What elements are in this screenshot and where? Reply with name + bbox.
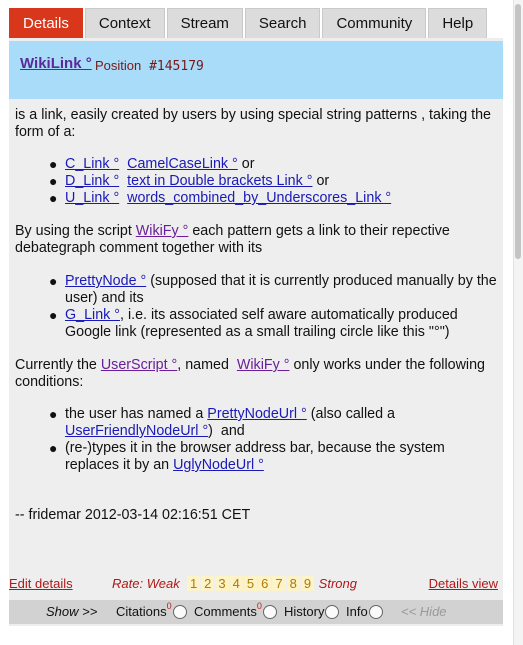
citations-toggle[interactable] bbox=[116, 600, 187, 624]
tab-details[interactable]: Details bbox=[9, 8, 83, 38]
rating-6[interactable]: 6 bbox=[258, 576, 271, 591]
tab-community[interactable]: Community bbox=[322, 8, 426, 38]
scrollbar-thumb[interactable] bbox=[515, 4, 521, 259]
hide-toggle[interactable]: << Hide bbox=[401, 604, 447, 619]
position-info bbox=[95, 58, 204, 74]
history-toggle[interactable] bbox=[284, 600, 339, 624]
history-label: History bbox=[284, 604, 325, 619]
double-brackets-link[interactable]: text in Double brackets Link ° bbox=[127, 173, 313, 189]
rating-bar bbox=[112, 576, 357, 591]
citations-radio[interactable] bbox=[173, 605, 187, 619]
position-label: Position bbox=[95, 58, 142, 73]
underscores-link[interactable]: words_combined_by_Underscores_Link ° bbox=[127, 190, 392, 206]
tab-bar bbox=[9, 8, 489, 38]
history-radio[interactable] bbox=[325, 605, 339, 619]
signature: -- fridemar 2012-03-14 02:16:51 CET bbox=[15, 507, 251, 523]
info-toggle[interactable] bbox=[346, 600, 383, 624]
wikify-link-2[interactable]: WikiFy ° bbox=[236, 357, 290, 373]
cond-text-2: only works under the following conditions: bbox=[15, 357, 485, 390]
bullet-icon: ● bbox=[49, 406, 58, 422]
script-text-2: each pattern gets a link to their repective debategraph comment together with its bbox=[15, 223, 450, 256]
camelcase-link[interactable]: CamelCaseLink ° bbox=[127, 156, 238, 172]
footer-links bbox=[9, 576, 503, 594]
list-item bbox=[15, 440, 497, 474]
userscript-link[interactable]: UserScript ° bbox=[100, 357, 178, 373]
prettynode-link[interactable]: PrettyNode ° bbox=[65, 273, 147, 289]
prettynode-text: (supposed that it is currently produced manually by the user) and its bbox=[65, 273, 497, 306]
list-item bbox=[15, 156, 497, 173]
cond1-post: ) and bbox=[208, 423, 245, 439]
rating-8[interactable]: 8 bbox=[287, 576, 300, 591]
prettynodeurl-link[interactable]: PrettyNodeUrl ° bbox=[207, 406, 307, 422]
cond2-text: (re-)types it in the browser address bar, because the system replaces it by an bbox=[65, 440, 445, 473]
scrollbar[interactable] bbox=[513, 0, 523, 645]
userfriendlynodeurl-link[interactable]: UserFriendlyNodeUrl ° bbox=[65, 423, 209, 439]
edit-details-link[interactable]: Edit details bbox=[9, 576, 73, 591]
bullet-icon: ● bbox=[49, 190, 58, 206]
list-item bbox=[15, 173, 497, 190]
feature-list bbox=[15, 273, 497, 341]
pattern-list bbox=[15, 156, 497, 207]
rating-1[interactable]: 1 bbox=[187, 576, 200, 591]
d-link[interactable]: D_Link ° bbox=[65, 173, 120, 189]
cond1-mid: (also called a bbox=[310, 406, 395, 422]
show-toggle[interactable]: Show >> bbox=[46, 604, 98, 619]
node-title-link[interactable]: WikiLink ° bbox=[20, 55, 92, 72]
rating-9[interactable]: 9 bbox=[301, 576, 314, 591]
info-label: Info bbox=[346, 604, 368, 619]
bottom-toolbar bbox=[9, 600, 503, 624]
bullet-icon: ● bbox=[49, 173, 58, 189]
details-panel bbox=[9, 38, 503, 626]
rating-4[interactable]: 4 bbox=[230, 576, 243, 591]
bullet-icon: ● bbox=[49, 440, 58, 456]
tab-stream[interactable]: Stream bbox=[167, 8, 243, 38]
intro-text: is a link, easily created by users by using special string patterns , taking the form of a: bbox=[15, 107, 492, 140]
conditions-paragraph bbox=[15, 357, 497, 391]
list-item bbox=[15, 307, 497, 341]
cond-mid-text: , named bbox=[177, 357, 229, 373]
bullet-icon: ● bbox=[49, 307, 58, 323]
c-link[interactable]: C_Link ° bbox=[65, 156, 120, 172]
citations-label: Citations bbox=[116, 604, 167, 619]
comments-radio[interactable] bbox=[263, 605, 277, 619]
rating-5[interactable]: 5 bbox=[244, 576, 257, 591]
script-text: By using the script bbox=[15, 223, 132, 239]
node-header bbox=[9, 41, 503, 99]
citations-count: 0 bbox=[166, 601, 172, 611]
info-radio[interactable] bbox=[369, 605, 383, 619]
node-description bbox=[15, 104, 497, 524]
details-view-link[interactable]: Details view bbox=[428, 576, 498, 591]
comments-label: Comments bbox=[194, 604, 257, 619]
wikify-link[interactable]: WikiFy ° bbox=[135, 223, 189, 239]
comments-toggle[interactable] bbox=[194, 600, 277, 624]
uglynodeurl-link[interactable]: UglyNodeUrl ° bbox=[173, 457, 264, 473]
cond1-text: the user has named a bbox=[65, 406, 204, 422]
tab-search[interactable]: Search bbox=[245, 8, 321, 38]
rating-2[interactable]: 2 bbox=[201, 576, 214, 591]
conditions-list bbox=[15, 406, 497, 474]
tab-context[interactable]: Context bbox=[85, 8, 165, 38]
glink-text: , i.e. its associated self aware automatically produced Google link (represented as a small trailing circle like this "°") bbox=[65, 307, 458, 340]
bullet-icon: ● bbox=[49, 156, 58, 172]
list-item bbox=[15, 273, 497, 307]
rate-weak: Weak bbox=[146, 576, 180, 591]
rating-3[interactable]: 3 bbox=[215, 576, 228, 591]
list-item bbox=[15, 406, 497, 440]
tab-help[interactable]: Help bbox=[428, 8, 487, 38]
bullet-icon: ● bbox=[49, 273, 58, 289]
position-id: #145179 bbox=[149, 59, 204, 74]
pattern-suffix: or bbox=[316, 173, 330, 189]
g-link[interactable]: G_Link ° bbox=[65, 307, 120, 323]
list-item bbox=[15, 190, 497, 207]
rate-label: Rate: bbox=[112, 576, 144, 591]
cond-text: Currently the bbox=[15, 357, 97, 373]
rating-7[interactable]: 7 bbox=[272, 576, 285, 591]
comments-count: 0 bbox=[256, 601, 262, 611]
pattern-suffix: or bbox=[241, 156, 255, 172]
u-link[interactable]: U_Link ° bbox=[65, 190, 120, 206]
script-paragraph bbox=[15, 223, 497, 257]
rate-strong: Strong bbox=[318, 576, 357, 591]
